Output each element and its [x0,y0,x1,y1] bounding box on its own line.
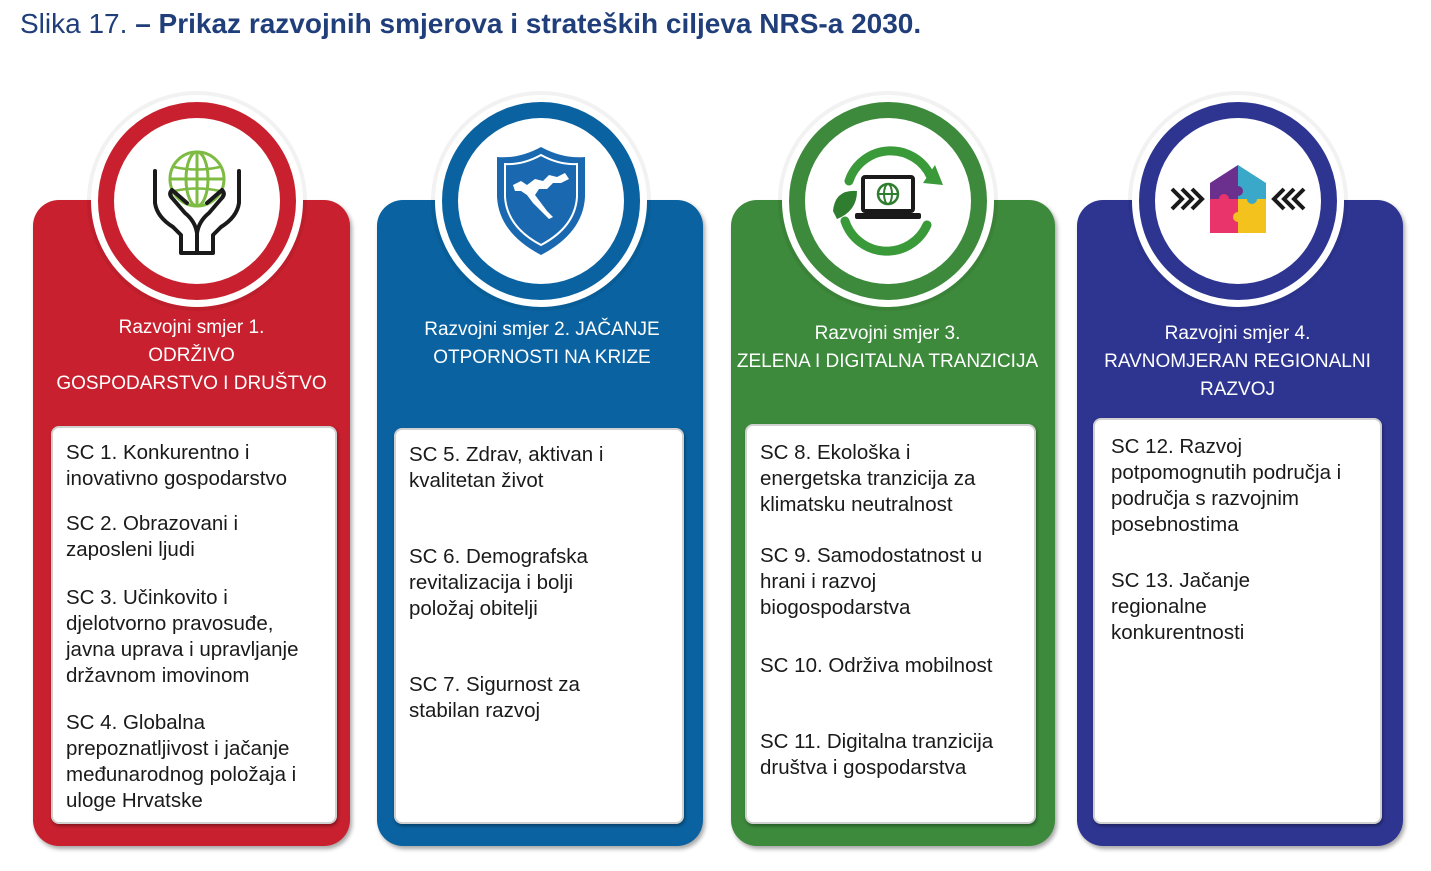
goal-line: područja s razvojnim [1111,487,1299,510]
pillar-1-heading [4,314,379,398]
pillar-2-heading [377,316,707,372]
goal-line: SC 5. Zdrav, aktivan i [409,443,604,466]
goal-line: društva i gospodarstva [760,756,967,779]
pillar-3-heading-line: Razvojni smjer 3. [814,323,961,344]
goal-item [66,585,298,689]
pillar-1-heading-line: GOSPODARSTVO I DRUŠTVO [56,373,327,394]
goal-line: klimatsku neutralnost [760,493,953,516]
goal-item [760,543,982,621]
goal-line: SC 3. Učinkovito i [66,586,228,609]
goal-line: konkurentnosti [1111,621,1245,644]
goal-line: potpomognutih područja i [1111,461,1342,484]
pillar-1-goals-box [51,426,337,824]
goal-item [1111,434,1341,538]
pillar-4-goals-box [1093,418,1382,824]
pillar-4-heading [1077,320,1398,404]
goal-item [409,672,580,724]
goal-line: SC 1. Konkurentno i [66,441,250,464]
pillar-4-circle [1132,95,1344,307]
goal-line: zaposleni ljudi [66,538,195,561]
pillar-4-heading-line: RAVNOMJERAN REGIONALNI [1104,351,1371,372]
goal-line: SC 2. Obrazovani i [66,512,239,535]
goal-line: položaj obitelji [409,597,538,620]
shield-croatia-map-icon [491,141,591,261]
pillar-2-heading-line: OTPORNOSTI NA KRIZE [433,347,651,368]
pillar-3-icon-holder [805,118,971,284]
goal-line: SC 6. Demografska [409,545,588,568]
caption-label: Slika 17. [20,8,128,39]
pillar-2-circle [435,95,647,307]
goal-line: SC 8. Ekološka i [760,441,911,464]
goal-line: energetska tranzicija za [760,467,976,490]
goal-line: kvalitetan život [409,469,544,492]
goal-item [1111,568,1250,646]
pillar-1-heading-line: ODRŽIVO [148,345,235,366]
goal-line: SC 10. Održiva mobilnost [760,654,993,677]
pillar-2-icon-holder [458,118,624,284]
goal-line: državnom imovinom [66,664,250,687]
goal-line: djelotvorno pravosuđe, [66,612,274,635]
goal-item [66,511,238,563]
goal-item [760,440,975,518]
goal-item [66,710,296,814]
goal-item [66,440,287,492]
goal-line: regionalne [1111,595,1207,618]
pillar-4-heading-line: RAZVOJ [1200,379,1275,400]
goal-line: SC 12. Razvoj [1111,435,1243,458]
goal-line: revitalizacija i bolji [409,571,574,594]
pillar-3-heading [731,320,1044,376]
goal-line: javna uprava i upravljanje [66,638,299,661]
pillar-2-goals-box [394,428,684,824]
pillar-4-heading-line: Razvojni smjer 4. [1164,323,1311,344]
puzzle-house-icon [1168,161,1308,241]
goal-item [760,653,992,679]
hands-globe-icon [137,141,257,261]
pillar-1-circle [91,95,303,307]
green-laptop-cycle-icon [823,141,953,261]
goal-item [409,442,603,494]
goal-line: SC 4. Globalna [66,711,206,734]
pillar-3-goals-box [745,424,1036,824]
pillar-3-heading-line: ZELENA I DIGITALNA TRANZICIJA [736,351,1039,372]
goal-line: SC 7. Sigurnost za [409,673,580,696]
pillar-3-circle [782,95,994,307]
goal-line: SC 11. Digitalna tranzicija [760,730,994,753]
goal-line: SC 9. Samodostatnost u [760,544,983,567]
pillar-1-icon-holder [114,118,280,284]
goal-item [760,729,993,781]
goal-line: biogospodarstva [760,596,911,619]
goal-line: posebnostima [1111,513,1239,536]
pillar-4-icon-holder [1155,118,1321,284]
pillar-1-heading-line: Razvojni smjer 1. [118,317,265,338]
pillar-2-heading-line: Razvojni smjer 2. JAČANJE [424,319,660,340]
goal-line: SC 13. Jačanje [1111,569,1251,592]
figure-caption [20,8,921,40]
caption-title: – Prikaz razvojnih smjerova i strateških ciljeva NRS-a 2030. [135,8,922,39]
goal-line: prepoznatljivost i jačanje [66,737,290,760]
goal-line: stabilan razvoj [409,699,541,722]
goal-item [409,544,588,622]
goal-line: uloge Hrvatske [66,789,203,812]
goal-line: inovativno gospodarstvo [66,467,288,490]
goal-line: međunarodnog položaja i [66,763,297,786]
goal-line: hrani i razvoj [760,570,877,593]
